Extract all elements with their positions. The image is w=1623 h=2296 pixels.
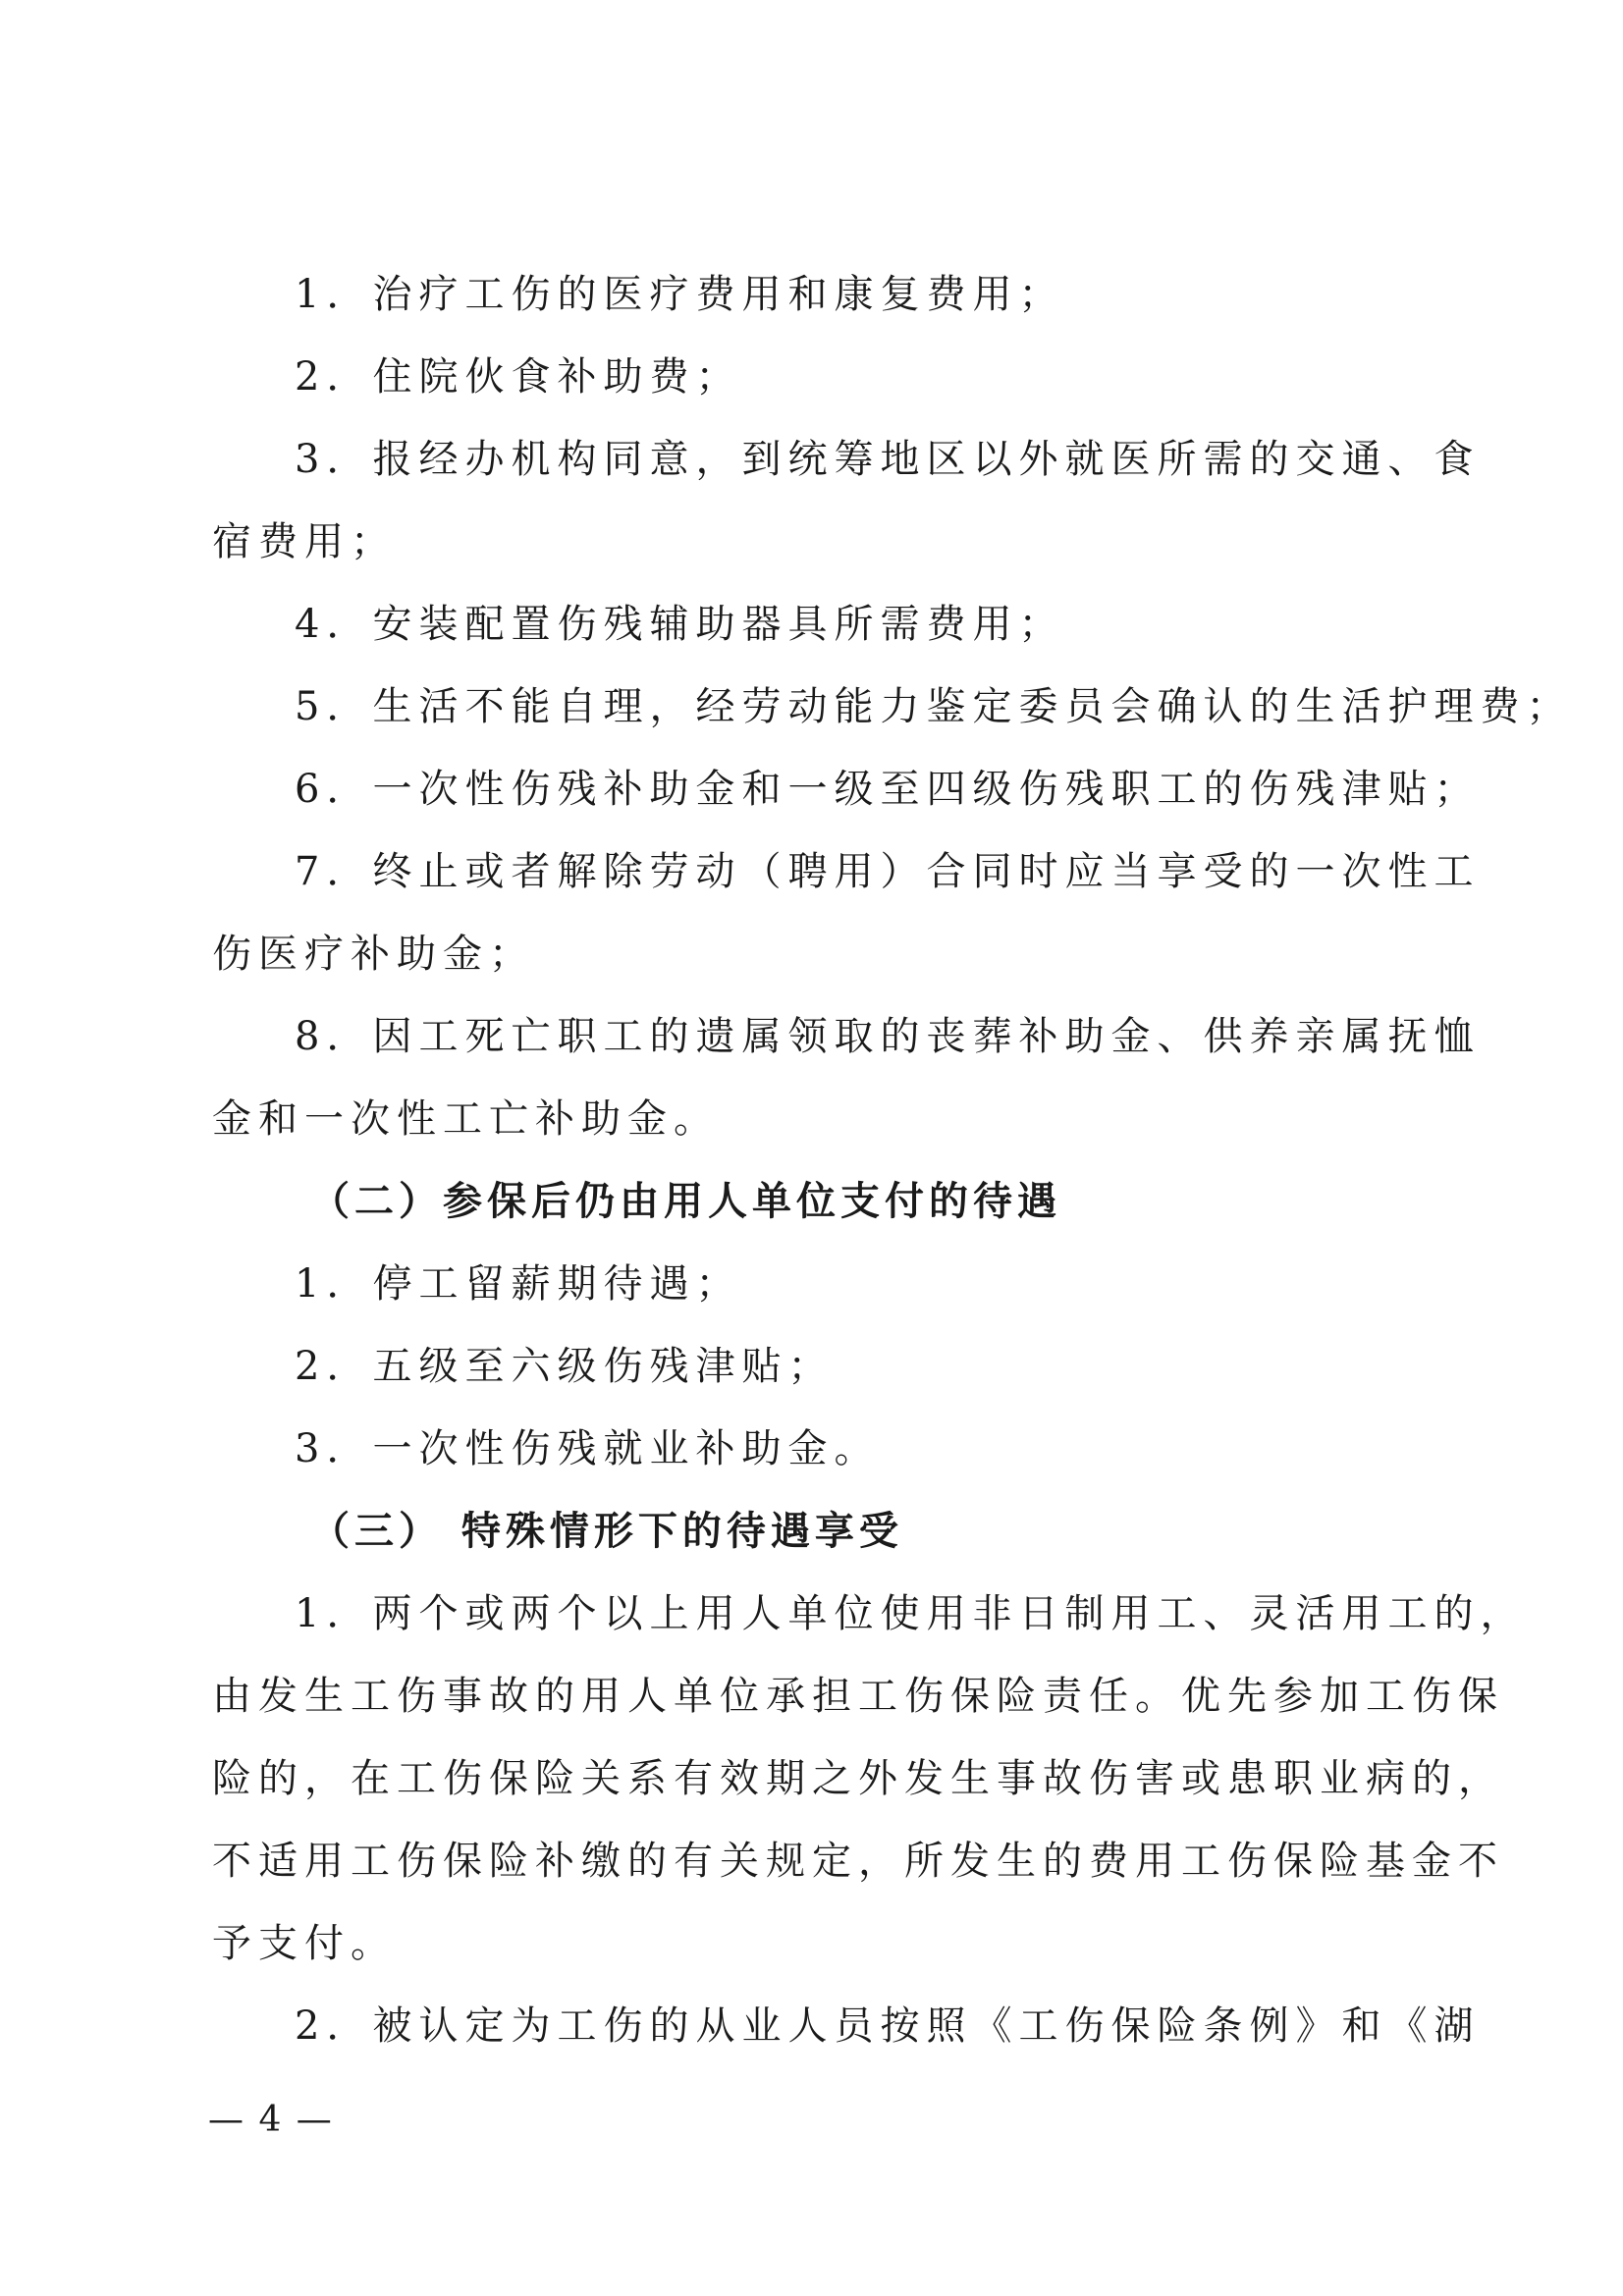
- list-item: 3．报经办机构同意，到统筹地区以外就医所需的交通、食: [295, 437, 1481, 482]
- paragraph-line: 1．两个或两个以上用人单位使用非日制用工、灵活用工的，: [295, 1591, 1527, 1636]
- list-item: 1．治疗工伤的医疗费用和康复费用；: [295, 272, 1065, 317]
- list-item: 4．安装配置伤残辅助器具所需费用；: [295, 602, 1065, 647]
- list-item: 5．生活不能自理，经劳动能力鉴定委员会确认的生活护理费；: [295, 684, 1573, 729]
- list-item: 2．住院伙食补助费；: [295, 354, 742, 400]
- paragraph-line: 予支付。: [212, 1921, 397, 1966]
- list-item: 2．五级至六级伤残津贴；: [295, 1344, 835, 1389]
- section-heading: （二）参保后仍由用人单位支付的待遇: [310, 1179, 1061, 1224]
- list-item-continuation: 伤医疗补助金；: [212, 932, 535, 977]
- list-item-continuation: 宿费用；: [212, 519, 397, 564]
- section-heading: （三） 特殊情形下的待遇享受: [310, 1509, 903, 1554]
- paragraph-line: 险的，在工伤保险关系有效期之外发生事故伤害或患职业病的，: [212, 1756, 1504, 1801]
- paragraph-line: 2．被认定为工伤的从业人员按照《工伤保险条例》和《湖: [295, 2003, 1481, 2049]
- paragraph-line: 不适用工伤保险补缴的有关规定，所发生的费用工伤保险基金不: [212, 1839, 1504, 1884]
- list-item: 8．因工死亡职工的遗属领取的丧葬补助金、供养亲属抚恤: [295, 1014, 1481, 1059]
- list-item: 7．终止或者解除劳动（聘用）合同时应当享受的一次性工: [295, 849, 1481, 894]
- list-item: 6．一次性伤残补助金和一级至四级伤残职工的伤残津贴；: [295, 767, 1481, 812]
- list-item: 1．停工留薪期待遇；: [295, 1261, 742, 1307]
- paragraph-line: 由发生工伤事故的用人单位承担工伤保险责任。优先参加工伤保: [212, 1674, 1504, 1719]
- list-item-continuation: 金和一次性工亡补助金。: [212, 1096, 720, 1142]
- page-number: — 4 —: [208, 2100, 334, 2140]
- list-item: 3．一次性伤残就业补助金。: [295, 1426, 881, 1471]
